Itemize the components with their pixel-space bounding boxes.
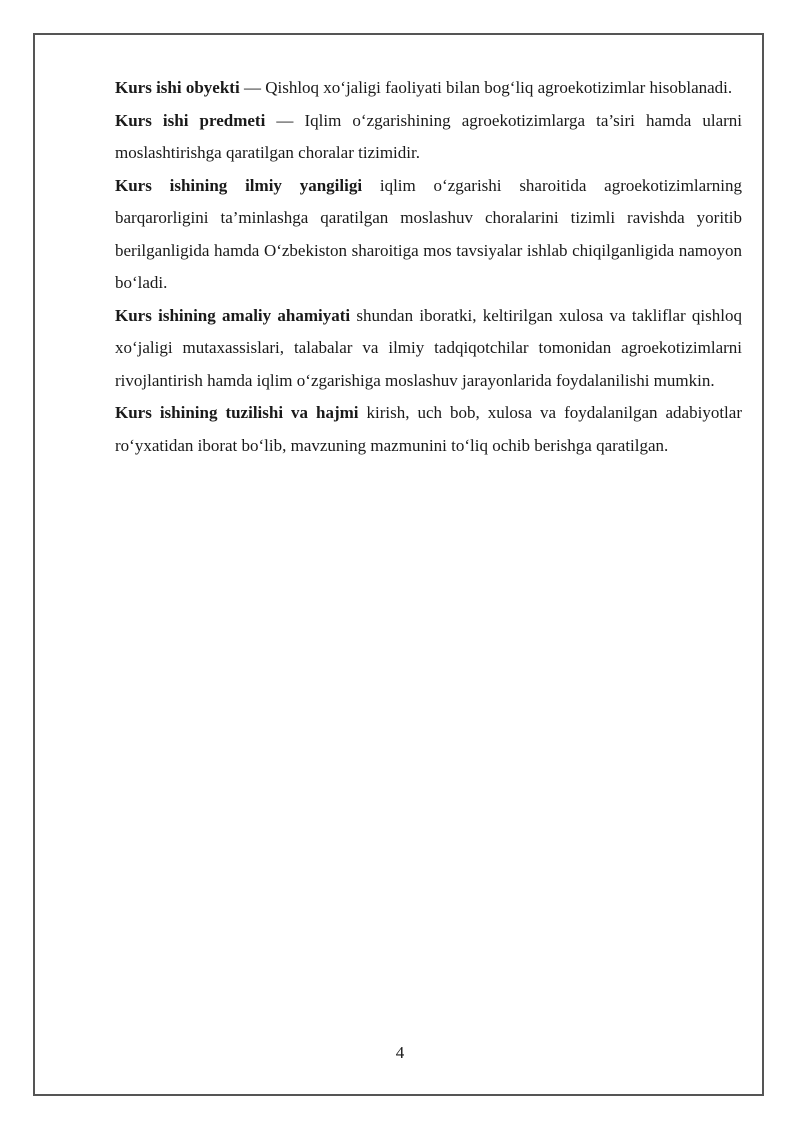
paragraph-text: kirish, uch bob, xulosa va foydalanilgan adabiyotlar ro‘yxatidan iborat bo‘lib, mavzuning mazmunini to‘liq ochib berishga qaratilgan. (115, 403, 742, 455)
paragraph-text: iqlim o‘zgarishi sharoitida agroekotizimlarning barqarorligini ta’minlashga qaratilgan moslashuv choralarini tizimli ravishda yoritib berilganligida hamda O‘zbekiston sharoitiga mos tavsiyalar ishlab chiqilganligida namoyon bo‘ladi. (115, 175, 742, 292)
paragraph-term: Kurs ishi predmeti (115, 110, 266, 130)
paragraph-term: Kurs ishining ilmiy yangiligi (115, 175, 363, 195)
paragraph-text: — Iqlim o‘zgarishining agroekotizimlarga ta’siri hamda ularni moslashtirishga qaratilgan choralar tizimidir. (115, 110, 743, 162)
paragraph-text: shundan iboratki, keltirilgan xulosa va takliflar qishloq xo‘jaligi mutaxassislari, talabalar va ilmiy tadqiqotchilar tomonidan agroekotizimlarni rivojlantirish hamda iqlim o‘zgarishiga moslashuv jarayonlarida foydalanilishi mumkin. (115, 305, 742, 390)
paragraph-structure (115, 397, 742, 462)
paragraph-practical-significance (115, 300, 742, 398)
paragraph-text: — Qishloq xo‘jaligi faoliyati bilan bog‘liq agroekotizimlar hisoblanadi. (239, 78, 733, 97)
paragraph-object (115, 72, 742, 105)
paragraph-term: Kurs ishining tuzilishi va hajmi (115, 403, 359, 422)
paragraph-term: Kurs ishining amaliy ahamiyati (115, 305, 351, 325)
paragraph-term: Kurs ishi obyekti (115, 78, 240, 97)
paragraph-subject (115, 105, 742, 170)
page-number: 4 (395, 1043, 405, 1062)
paragraph-scientific-novelty (115, 170, 742, 300)
document-body (115, 72, 742, 462)
